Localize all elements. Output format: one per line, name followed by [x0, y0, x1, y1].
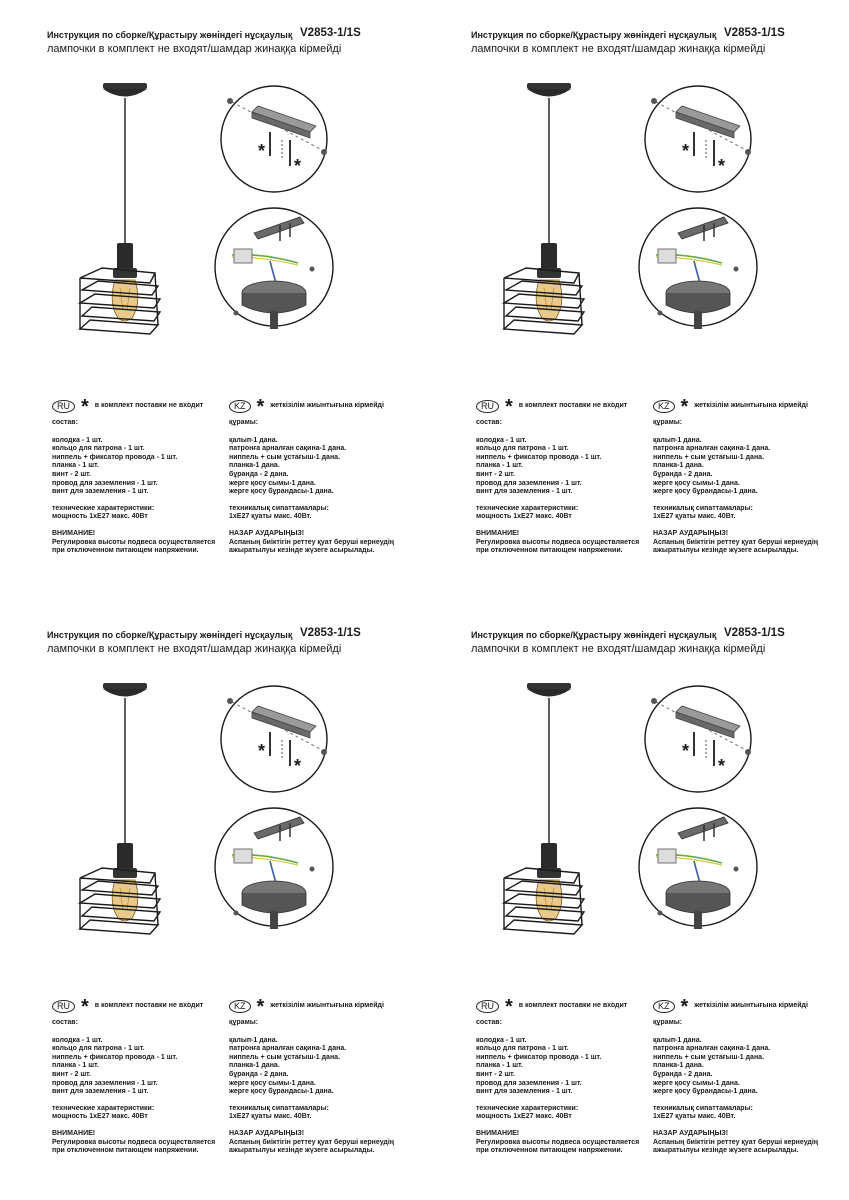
ru-section: [52, 395, 217, 556]
list-item: провод для заземления - 1 шт.: [52, 479, 158, 487]
list-item: қалып-1 дана.: [229, 436, 278, 444]
kz-section: [653, 395, 843, 556]
list-item: қалып-1 дана.: [229, 1036, 278, 1044]
list-item: винт для заземления - 1 шт.: [476, 1088, 573, 1096]
not-included-star-icon: *: [258, 141, 266, 161]
list-item: қалып-1 дана.: [653, 436, 702, 444]
not-included-star-icon: *: [504, 395, 513, 418]
ru-specs-label: технические характеристики:: [476, 504, 579, 512]
kz-warning-text: Аспаның биіктігін реттеу қуат беруші кернеудің: [653, 538, 819, 546]
list-item: планка - 1 шт.: [476, 1062, 523, 1070]
list-item: провод для заземления - 1 шт.: [476, 479, 582, 487]
ru-specs-label: технические характеристики:: [476, 1104, 579, 1112]
bracket-detail-diagram: [212, 84, 337, 194]
screw-icon: [310, 267, 315, 272]
bulbs-not-included-note: лампочки в комплект не входят/шамдар жинаққа кірмейді: [47, 43, 342, 55]
ceiling-canopy: [103, 83, 147, 89]
kz-parts-list: [229, 1037, 419, 1097]
not-included-star-icon: *: [294, 756, 302, 776]
kz-warning-text: ажыратылуы кезінде жүзеге асырылады.: [229, 547, 375, 555]
kz-composition-label: құрамы:: [653, 419, 683, 426]
list-item: жерге қосу сымы-1 дана.: [653, 1079, 740, 1087]
ru-warning-label: ВНИМАНИЕ!: [476, 529, 520, 537]
kz-parts-list: [653, 437, 843, 497]
screw-icon: [658, 311, 663, 316]
ru-parts-list: [52, 1037, 217, 1097]
ru-not-included-note: в комплект поставки не входит: [518, 1002, 628, 1010]
list-item: планка-1 дана.: [653, 1062, 704, 1070]
instruction-panel: [424, 600, 848, 1200]
list-item: винт для заземления - 1 шт.: [52, 488, 149, 496]
not-included-star-icon: *: [256, 995, 265, 1018]
terminal-block: [658, 249, 676, 263]
list-item: ниппель + фиксатор провода - 1 шт.: [476, 1053, 602, 1061]
ru-specs-value: мощность 1хЕ27 макс. 40Вт: [52, 1113, 148, 1121]
ru-warning-text: при отключенном питающем напряжении.: [476, 1147, 623, 1155]
list-item: винт для заземления - 1 шт.: [476, 488, 573, 496]
ru-parts-list: [476, 437, 641, 497]
kz-warning-label: НАЗАР АУДАРЫҢЫЗ!: [229, 529, 305, 537]
bulbs-not-included-note: лампочки в комплект не входят/шамдар жинаққа кірмейді: [47, 643, 342, 655]
ru-warning-text: Регулировка высоты подвеса осуществляется: [476, 538, 640, 546]
list-item: ниппель + сым ұстағыш-1 дана.: [229, 453, 341, 461]
model-number: V2853-1/1S: [724, 627, 785, 639]
list-item: кольцо для патрона - 1 шт.: [476, 1045, 569, 1053]
list-item: патронға арналған сақина-1 дана.: [229, 1045, 347, 1053]
pendant-lamp-illustration: [494, 78, 634, 348]
ru-warning-label: ВНИМАНИЕ!: [52, 1129, 96, 1137]
list-item: винт для заземления - 1 шт.: [52, 1088, 149, 1096]
ru-not-included-note: в комплект поставки не входит: [94, 402, 204, 410]
pendant-lamp-illustration: [494, 678, 634, 948]
terminal-block: [234, 249, 252, 263]
ru-language-badge: RU: [476, 400, 499, 413]
list-item: винт - 2 шт.: [52, 1070, 91, 1078]
list-item: колодка - 1 шт.: [476, 1036, 527, 1044]
kz-language-badge: KZ: [653, 1000, 675, 1013]
ru-section: [476, 995, 641, 1156]
list-item: винт - 2 шт.: [476, 470, 515, 478]
kz-warning-text: Аспаның биіктігін реттеу қуат беруші кернеудің: [229, 538, 395, 546]
canopy-wiring-diagram: [212, 205, 337, 330]
kz-specs-value: 1хЕ27 қуаты макс. 40Вт.: [229, 513, 312, 521]
screw-icon: [310, 867, 315, 872]
not-included-star-icon: *: [718, 156, 726, 176]
kz-parts-list: [229, 437, 419, 497]
kz-warning-text: Аспаның биіктігін реттеу қуат беруші кернеудің: [229, 1138, 395, 1146]
not-included-star-icon: *: [258, 741, 266, 761]
ru-language-badge: RU: [476, 1000, 499, 1013]
kz-section: [229, 395, 419, 556]
kz-section: [653, 995, 843, 1156]
list-item: ниппель + сым ұстағыш-1 дана.: [653, 453, 765, 461]
not-included-star-icon: *: [682, 141, 690, 161]
list-item: провод для заземления - 1 шт.: [476, 1079, 582, 1087]
ru-composition-label: состав:: [52, 1019, 78, 1026]
list-item: колодка - 1 шт.: [52, 1036, 103, 1044]
list-item: бұранда - 2 дана.: [653, 470, 713, 478]
not-included-star-icon: *: [256, 395, 265, 418]
instruction-panel: [424, 0, 848, 600]
list-item: планка-1 дана.: [229, 1062, 280, 1070]
list-item: кольцо для патрона - 1 шт.: [476, 445, 569, 453]
bulbs-not-included-note: лампочки в комплект не входят/шамдар жинаққа кірмейді: [471, 43, 766, 55]
list-item: колодка - 1 шт.: [476, 436, 527, 444]
instruction-title: Инструкция по сборке/Құрастыру жөніндегі нұсқаулық V2853-1/1S: [471, 627, 785, 640]
ru-specs-label: технические характеристики:: [52, 504, 155, 512]
list-item: кольцо для патрона - 1 шт.: [52, 445, 145, 453]
ru-not-included-note: в комплект поставки не входит: [518, 402, 628, 410]
canopy-wiring-diagram: [212, 805, 337, 930]
list-item: жерге қосу бұрандасы-1 дана.: [653, 488, 758, 496]
list-item: планка-1 дана.: [653, 462, 704, 470]
ru-specs-label: технические характеристики:: [52, 1104, 155, 1112]
list-item: бұранда - 2 дана.: [653, 1070, 713, 1078]
list-item: жерге қосу бұрандасы-1 дана.: [229, 488, 334, 496]
list-item: провод для заземления - 1 шт.: [52, 1079, 158, 1087]
not-included-star-icon: *: [680, 995, 689, 1018]
not-included-star-icon: *: [682, 741, 690, 761]
ru-warning-text: Регулировка высоты подвеса осуществляется: [52, 538, 216, 546]
ru-composition-label: состав:: [52, 419, 78, 426]
kz-language-badge: KZ: [653, 400, 675, 413]
list-item: ниппель + сым ұстағыш-1 дана.: [653, 1053, 765, 1061]
list-item: жерге қосу бұрандасы-1 дана.: [653, 1088, 758, 1096]
kz-specs-value: 1хЕ27 қуаты макс. 40Вт.: [653, 513, 736, 521]
kz-specs-value: 1хЕ27 қуаты макс. 40Вт.: [229, 1113, 312, 1121]
screw-icon: [234, 911, 239, 916]
list-item: планка - 1 шт.: [52, 1062, 99, 1070]
ru-warning-text: Регулировка высоты подвеса осуществляется: [52, 1138, 216, 1146]
ru-specs-value: мощность 1хЕ27 макс. 40Вт: [476, 513, 572, 521]
screw-icon: [734, 267, 739, 272]
kz-warning-text: Аспаның биіктігін реттеу қуат беруші кернеудің: [653, 1138, 819, 1146]
ceiling-canopy: [527, 683, 571, 689]
kz-composition-label: құрамы:: [653, 1019, 683, 1026]
ru-section: [476, 395, 641, 556]
ru-language-badge: RU: [52, 1000, 75, 1013]
list-item: ниппель + фиксатор провода - 1 шт.: [52, 453, 178, 461]
list-item: патронға арналған сақина-1 дана.: [653, 1045, 771, 1053]
canopy-wiring-diagram: [636, 805, 761, 930]
ru-language-badge: RU: [52, 400, 75, 413]
kz-specs-value: 1хЕ27 қуаты макс. 40Вт.: [653, 1113, 736, 1121]
instruction-title: Инструкция по сборке/Құрастыру жөніндегі нұсқаулық V2853-1/1S: [47, 627, 361, 640]
kz-not-included-note: жеткізілім жиынтығына кірмейді: [694, 1002, 808, 1010]
not-included-star-icon: *: [294, 156, 302, 176]
list-item: патронға арналған сақина-1 дана.: [653, 445, 771, 453]
kz-language-badge: KZ: [229, 1000, 251, 1013]
list-item: бұранда - 2 дана.: [229, 470, 289, 478]
kz-warning-label: НАЗАР АУДАРЫҢЫЗ!: [653, 1129, 729, 1137]
pendant-lamp-illustration: [70, 78, 210, 348]
terminal-block: [658, 849, 676, 863]
pendant-lamp-illustration: [70, 678, 210, 948]
instruction-panel: [0, 0, 424, 600]
edison-bulb: [536, 280, 562, 321]
not-included-star-icon: *: [504, 995, 513, 1018]
kz-specs-label: техникалық сипаттамалары:: [229, 504, 329, 512]
not-included-star-icon: *: [80, 395, 89, 418]
bracket-detail-diagram: [636, 684, 761, 794]
ru-specs-value: мощность 1хЕ27 макс. 40Вт: [52, 513, 148, 521]
list-item: винт - 2 шт.: [52, 470, 91, 478]
ru-specs-value: мощность 1хЕ27 макс. 40Вт: [476, 1113, 572, 1121]
ru-parts-list: [52, 437, 217, 497]
kz-not-included-note: жеткізілім жиынтығына кірмейді: [270, 1002, 384, 1010]
list-item: планка - 1 шт.: [476, 462, 523, 470]
ru-warning-label: ВНИМАНИЕ!: [52, 529, 96, 537]
ru-warning-text: Регулировка высоты подвеса осуществляется: [476, 1138, 640, 1146]
kz-warning-text: ажыратылуы кезінде жүзеге асырылады.: [653, 547, 799, 555]
model-number: V2853-1/1S: [300, 27, 361, 39]
list-item: ниппель + фиксатор провода - 1 шт.: [476, 453, 602, 461]
kz-not-included-note: жеткізілім жиынтығына кірмейді: [270, 402, 384, 410]
ru-composition-label: состав:: [476, 1019, 502, 1026]
ru-warning-text: при отключенном питающем напряжении.: [52, 547, 199, 555]
canopy-wiring-diagram: [636, 205, 761, 330]
not-included-star-icon: *: [680, 395, 689, 418]
not-included-star-icon: *: [80, 995, 89, 1018]
ru-warning-text: при отключенном питающем напряжении.: [476, 547, 623, 555]
kz-section: [229, 995, 419, 1156]
list-item: қалып-1 дана.: [653, 1036, 702, 1044]
list-item: кольцо для патрона - 1 шт.: [52, 1045, 145, 1053]
ru-composition-label: состав:: [476, 419, 502, 426]
kz-not-included-note: жеткізілім жиынтығына кірмейді: [694, 402, 808, 410]
list-item: патронға арналған сақина-1 дана.: [229, 445, 347, 453]
instruction-title: Инструкция по сборке/Құрастыру жөніндегі нұсқаулық V2853-1/1S: [47, 27, 361, 40]
kz-warning-label: НАЗАР АУДАРЫҢЫЗ!: [653, 529, 729, 537]
edison-bulb: [536, 880, 562, 921]
list-item: жерге қосу сымы-1 дана.: [229, 1079, 316, 1087]
kz-warning-text: ажыратылуы кезінде жүзеге асырылады.: [229, 1147, 375, 1155]
list-item: ниппель + фиксатор провода - 1 шт.: [52, 1053, 178, 1061]
ru-parts-list: [476, 1037, 641, 1097]
ru-section: [52, 995, 217, 1156]
screw-icon: [658, 911, 663, 916]
edison-bulb: [112, 280, 138, 321]
kz-specs-label: техникалық сипаттамалары:: [229, 1104, 329, 1112]
list-item: планка - 1 шт.: [52, 462, 99, 470]
screw-icon: [234, 311, 239, 316]
ru-warning-text: при отключенном питающем напряжении.: [52, 1147, 199, 1155]
kz-composition-label: құрамы:: [229, 1019, 259, 1026]
not-included-star-icon: *: [718, 756, 726, 776]
ceiling-canopy: [103, 683, 147, 689]
list-item: бұранда - 2 дана.: [229, 1070, 289, 1078]
list-item: планка-1 дана.: [229, 462, 280, 470]
list-item: ниппель + сым ұстағыш-1 дана.: [229, 1053, 341, 1061]
bracket-detail-diagram: [212, 684, 337, 794]
bulbs-not-included-note: лампочки в комплект не входят/шамдар жинаққа кірмейді: [471, 643, 766, 655]
list-item: жерге қосу бұрандасы-1 дана.: [229, 1088, 334, 1096]
screw-icon: [734, 867, 739, 872]
model-number: V2853-1/1S: [724, 27, 785, 39]
list-item: жерге қосу сымы-1 дана.: [653, 479, 740, 487]
list-item: колодка - 1 шт.: [52, 436, 103, 444]
kz-composition-label: құрамы:: [229, 419, 259, 426]
kz-specs-label: техникалық сипаттамалары:: [653, 1104, 753, 1112]
list-item: жерге қосу сымы-1 дана.: [229, 479, 316, 487]
ceiling-canopy: [527, 83, 571, 89]
edison-bulb: [112, 880, 138, 921]
kz-warning-text: ажыратылуы кезінде жүзеге асырылады.: [653, 1147, 799, 1155]
ru-not-included-note: в комплект поставки не входит: [94, 1002, 204, 1010]
kz-language-badge: KZ: [229, 400, 251, 413]
instruction-title: Инструкция по сборке/Құрастыру жөніндегі нұсқаулық V2853-1/1S: [471, 27, 785, 40]
instruction-panel: [0, 600, 424, 1200]
ru-warning-label: ВНИМАНИЕ!: [476, 1129, 520, 1137]
bracket-detail-diagram: [636, 84, 761, 194]
terminal-block: [234, 849, 252, 863]
kz-warning-label: НАЗАР АУДАРЫҢЫЗ!: [229, 1129, 305, 1137]
list-item: винт - 2 шт.: [476, 1070, 515, 1078]
kz-parts-list: [653, 1037, 843, 1097]
kz-specs-label: техникалық сипаттамалары:: [653, 504, 753, 512]
model-number: V2853-1/1S: [300, 627, 361, 639]
